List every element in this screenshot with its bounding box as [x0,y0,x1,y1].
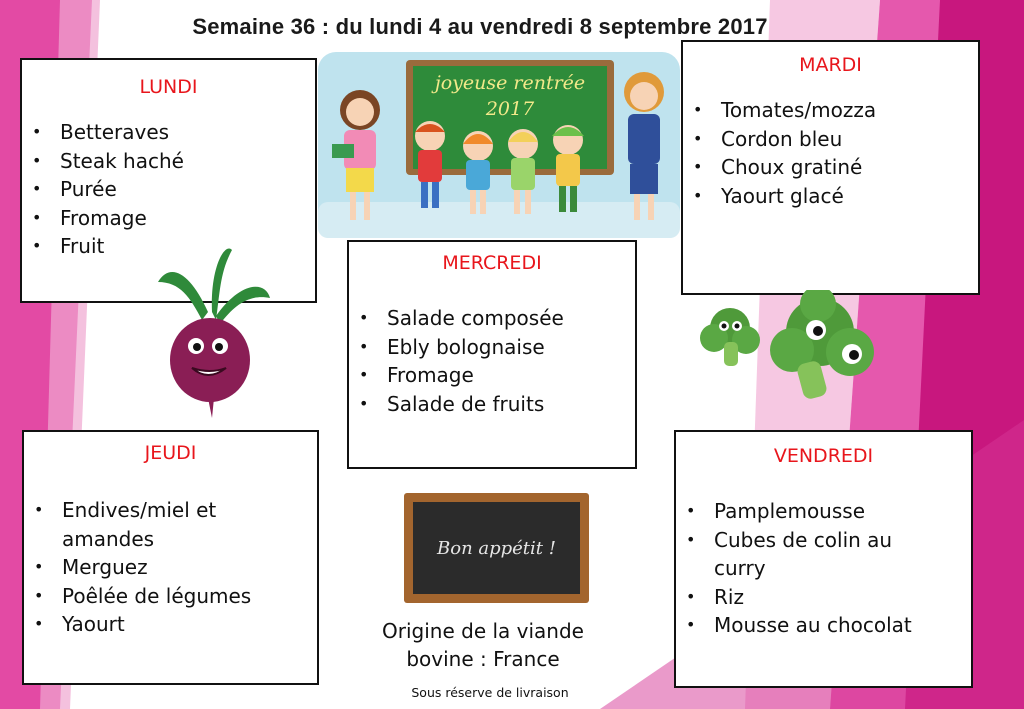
menu-item: • Betteraves [22,118,315,147]
menu-item: • Tomates/mozza [683,96,978,125]
menu-list-vendredi [676,497,971,640]
day-title-lundi: LUNDI [139,76,198,98]
menu-item: • Yaourt [24,610,317,639]
menu-item: • Pamplemousse [676,497,971,526]
menu-item: • Yaourt glacé [683,182,978,211]
menu-item: • Salade de fruits [349,390,635,419]
menu-item: • Poêlée de légumes [24,582,317,611]
broccoli-illustration [700,290,895,402]
menu-item: • Purée [22,175,315,204]
beet-illustration [150,242,272,420]
day-card-mardi [681,40,980,295]
day-card-jeudi [22,430,319,685]
page-title: Semaine 36 : du lundi 4 au vendredi 8 septembre 2017 [192,14,768,39]
day-card-vendredi [674,430,973,688]
day-card-mercredi [347,240,637,469]
menu-item: • Merguez [24,553,317,582]
chalkboard-surface [413,502,580,594]
meat-origin-note: Origine de la viande bovine : France [382,619,584,671]
banner-text [413,70,607,122]
back-to-school-illustration [318,52,680,238]
menu-item: • Ebly bolognaise [349,333,635,362]
delivery-footnote: Sous réserve de livraison [411,685,569,700]
menu-item: • Steak haché [22,147,315,176]
day-title-vendredi: VENDREDI [773,445,874,467]
menu-item: • Fromage [349,361,635,390]
chalkboard-text: Bon appétit ! [437,537,556,559]
menu-item: • Fromage [22,204,315,233]
menu-item: • Mousse au chocolat [676,611,971,640]
menu-item: • Cordon bleu [683,125,978,154]
menu-item: • Cubes de colin au curry [676,526,914,583]
chalkboard [404,493,589,603]
day-title-jeudi: JEUDI [144,442,197,464]
day-title-mardi: MARDI [799,54,862,76]
banner-line-1: joyeuse rentrée [434,72,586,94]
menu-item: • Salade composée [349,304,635,333]
menu-item: • Choux gratiné [683,153,978,182]
menu-item: • Riz [676,583,971,612]
menu-item: • Fruit [22,232,315,261]
day-title-mercredi: MERCREDI [442,252,542,274]
menu-list-mercredi [349,304,635,418]
menu-item: • Endives/miel et amandes [24,496,262,553]
menu-list-lundi [22,118,315,261]
menu-list-jeudi [24,496,317,639]
menu-list-mardi [683,96,978,210]
banner-line-2: 2017 [485,98,535,120]
